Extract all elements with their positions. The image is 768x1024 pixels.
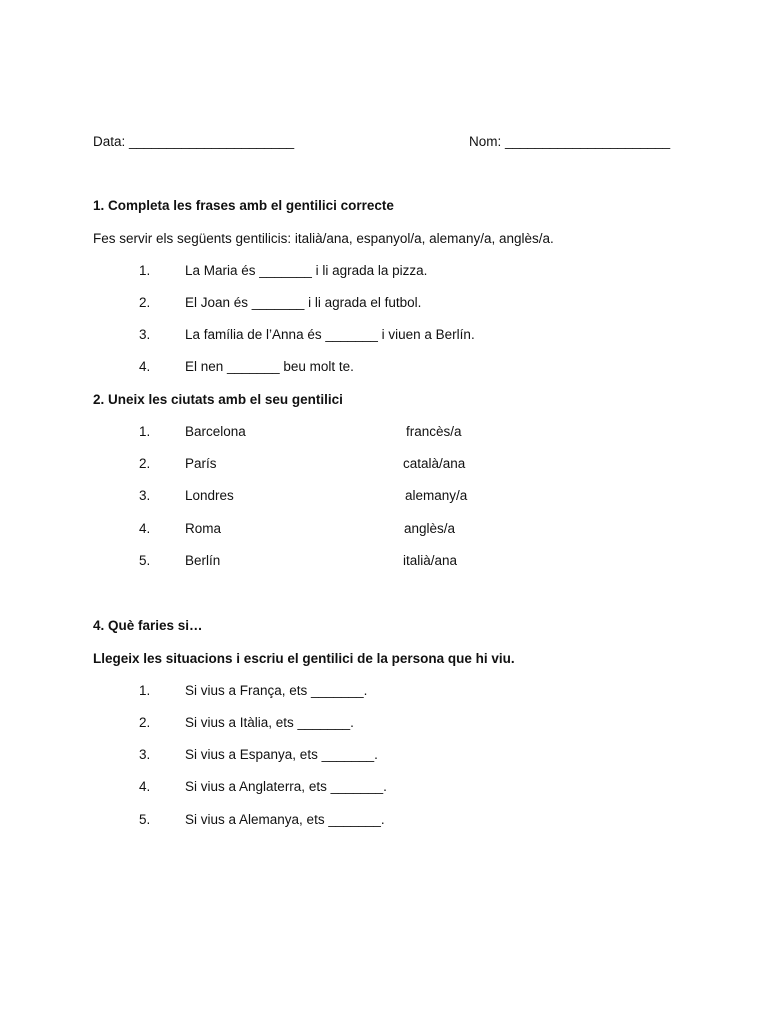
list-item-number: 4. — [139, 779, 151, 794]
demonym: francès/a — [406, 424, 462, 439]
demonym: català/ana — [403, 456, 466, 471]
list-item: Si vius a Itàlia, ets _______. — [185, 715, 354, 730]
list-item-number: 4. — [139, 521, 151, 536]
list-item-number: 4. — [139, 359, 151, 374]
list-item-number: 3. — [139, 327, 151, 342]
city-name: Londres — [185, 488, 234, 503]
city-name: Roma — [185, 521, 222, 536]
list-item-number: 3. — [139, 488, 151, 503]
demonym: anglès/a — [404, 521, 456, 536]
city-name: París — [185, 456, 217, 471]
list-item-number: 2. — [139, 456, 151, 471]
date-field: Data: ______________________ — [93, 134, 295, 149]
demonym: italià/ana — [403, 553, 458, 568]
section-2-title: 2. Uneix les ciutats amb el seu gentilici — [93, 392, 343, 407]
list-item: Si vius a Anglaterra, ets _______. — [185, 779, 387, 794]
list-item: Si vius a Espanya, ets _______. — [185, 747, 378, 762]
section-1-instructions: Fes servir els següents gentilicis: italià/ana, espanyol/a, alemany/a, anglès/a. — [93, 231, 554, 246]
demonym: alemany/a — [405, 488, 468, 503]
list-item: El Joan és _______ i li agrada el futbol. — [185, 295, 422, 310]
list-item: La família de l’Anna és _______ i viuen a Berlín. — [185, 327, 475, 342]
section-4-instructions: Llegeix les situacions i escriu el gentilici de la persona que hi viu. — [93, 651, 515, 666]
list-item-number: 2. — [139, 715, 151, 730]
list-item-number: 1. — [139, 263, 151, 278]
list-item: El nen _______ beu molt te. — [185, 359, 354, 374]
list-item-number: 5. — [139, 812, 151, 827]
list-item-number: 5. — [139, 553, 151, 568]
city-name: Barcelona — [185, 424, 246, 439]
list-item: La Maria és _______ i li agrada la pizza. — [185, 263, 428, 278]
section-4-title: 4. Què faries si… — [93, 618, 203, 633]
list-item-number: 3. — [139, 747, 151, 762]
name-field: Nom: ______________________ — [469, 134, 671, 149]
section-1-title: 1. Completa les frases amb el gentilici correcte — [93, 198, 394, 213]
list-item-number: 1. — [139, 424, 151, 439]
list-item: Si vius a França, ets _______. — [185, 683, 368, 698]
list-item-number: 2. — [139, 295, 151, 310]
city-name: Berlín — [185, 553, 221, 568]
list-item-number: 1. — [139, 683, 151, 698]
list-item: Si vius a Alemanya, ets _______. — [185, 812, 385, 827]
